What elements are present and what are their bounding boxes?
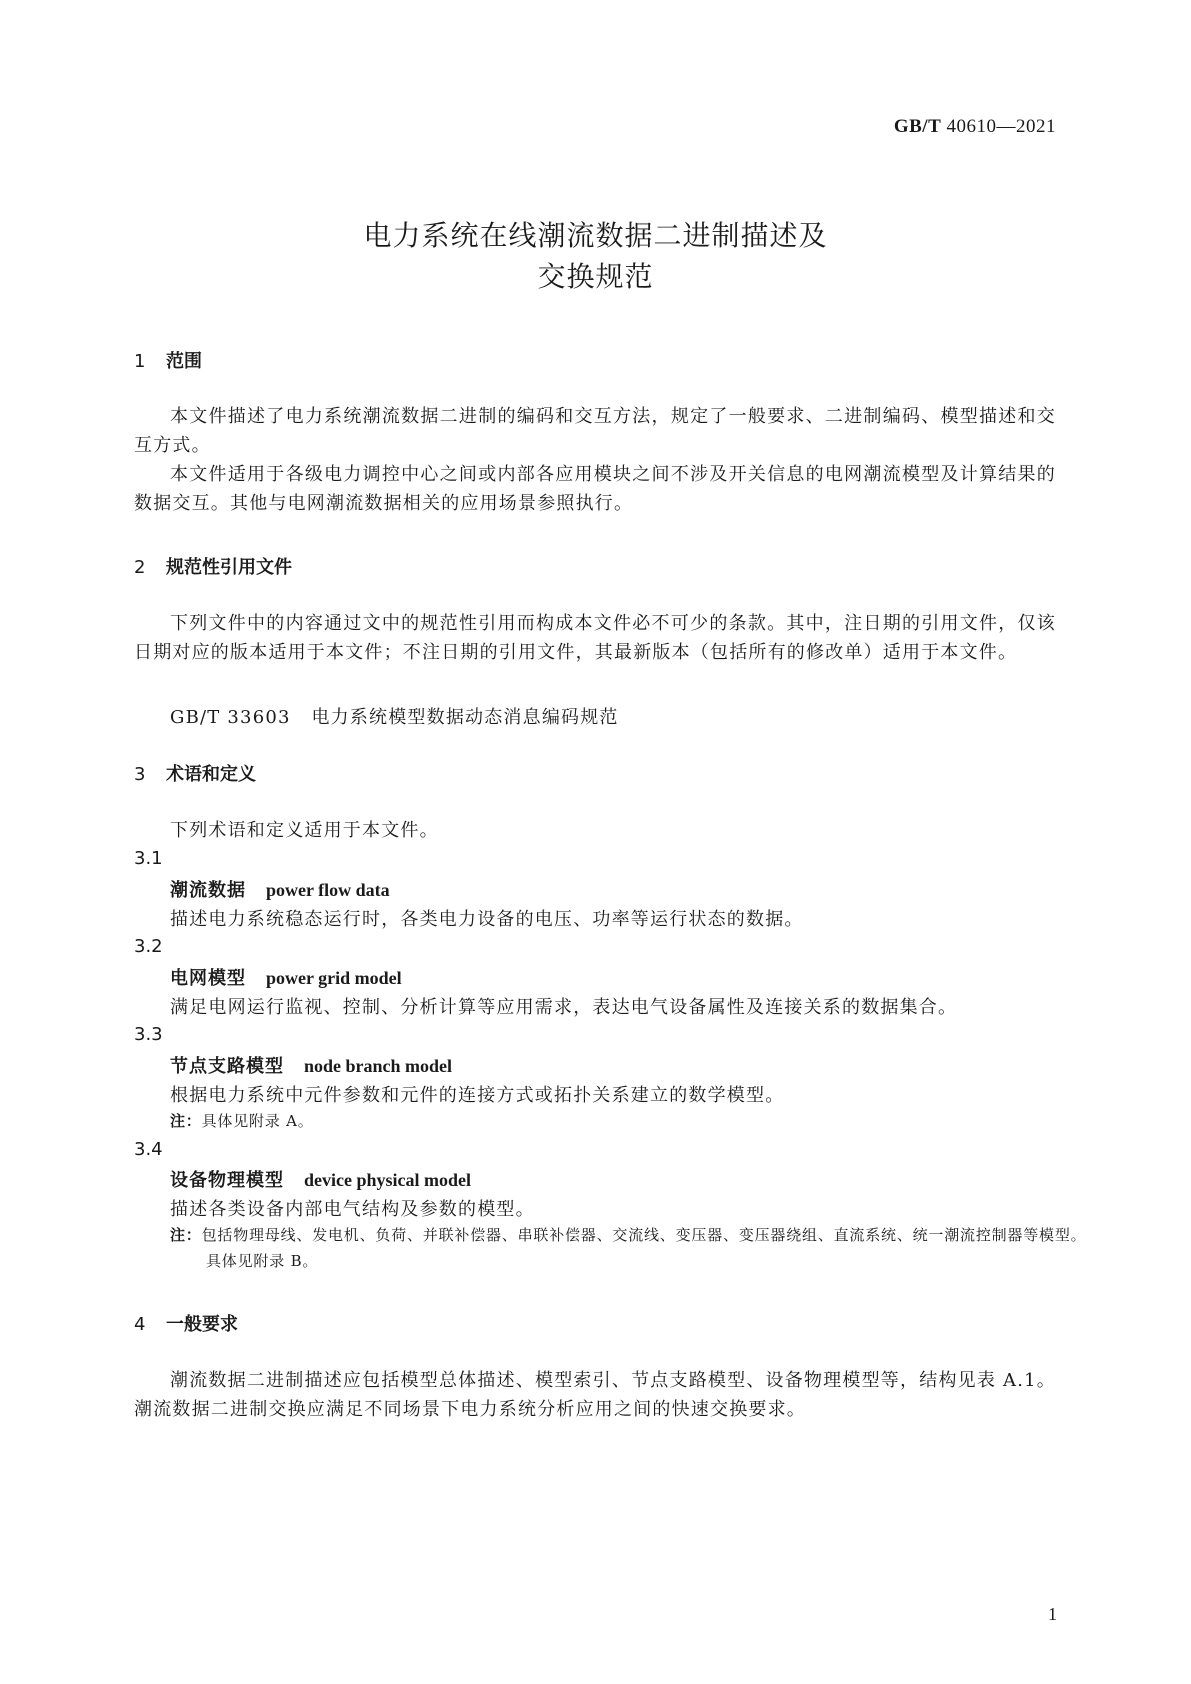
document-title-line1: 电力系统在线潮流数据二进制描述及 <box>363 219 828 252</box>
term-heading <box>170 1166 471 1192</box>
section-title: 范围 <box>166 351 202 372</box>
paragraph: 潮流数据二进制描述应包括模型总体描述、模型索引、节点支路模型、设备物理模型等，结构见表 A.1。潮流数据二进制交换应满足不同场景下电力系统分析应用之间的快速交换要求。 <box>134 1370 1056 1420</box>
paragraph: 下列文件中的内容通过文中的规范性引用而构成本文件必不可少的条款。其中，注日期的引用文件，仅该日期对应的版本适用于本文件；不注日期的引用文件，其最新版本（包括所有的修改单）适用于本文件。 <box>134 613 1056 663</box>
term-number: 3.1 <box>134 848 163 869</box>
term-definition: 满足电网运行监视、控制、分析计算等应用需求，表达电气设备属性及连接关系的数据集合。 <box>170 997 958 1018</box>
section-title: 一般要求 <box>166 1314 238 1335</box>
term-number: 3.2 <box>134 936 163 957</box>
section-number: 1 <box>134 351 146 372</box>
term-zh: 电网模型 <box>170 968 246 989</box>
term-en: power grid model <box>266 968 402 988</box>
section-number: 3 <box>134 764 146 785</box>
term-en: node branch model <box>304 1056 453 1076</box>
section-heading-4 <box>134 1310 238 1336</box>
section-heading-3 <box>134 760 256 786</box>
term-number: 3.4 <box>134 1139 163 1160</box>
paragraph: 下列术语和定义适用于本文件。 <box>170 820 439 841</box>
term-heading <box>170 964 402 990</box>
paragraph: 本文件描述了电力系统潮流数据二进制的编码和交互方法，规定了一般要求、二进制编码、模型描述和交互方式。 <box>134 406 1056 456</box>
standard-code <box>894 116 1056 138</box>
term-en: power flow data <box>266 880 390 900</box>
reference-title: 电力系统模型数据动态消息编码规范 <box>311 707 619 728</box>
term-zh: 潮流数据 <box>170 880 246 901</box>
normative-reference <box>170 703 619 729</box>
section-number: 2 <box>134 557 146 578</box>
term-definition: 描述各类设备内部电气结构及参数的模型。 <box>170 1199 535 1220</box>
term-note <box>170 1222 1092 1274</box>
section-title: 术语和定义 <box>166 764 256 785</box>
section-title: 规范性引用文件 <box>166 557 292 578</box>
term-en: device physical model <box>304 1170 471 1190</box>
note-label: 注： <box>170 1226 202 1244</box>
paragraph: 本文件适用于各级电力调控中心之间或内部各应用模块之间不涉及开关信息的电网潮流模型及计算结果的数据交互。其他与电网潮流数据相关的应用场景参照执行。 <box>134 464 1056 514</box>
document-title-line2: 交换规范 <box>537 260 654 293</box>
note-text: 包括物理母线、发电机、负荷、并联补偿器、串联补偿器、交流线、变压器、变压器绕组、直流系统、统一潮流控制器等模型。具体见附录 B。 <box>201 1226 1087 1270</box>
term-number: 3.3 <box>134 1024 163 1045</box>
term-definition: 描述电力系统稳态运行时，各类电力设备的电压、功率等运行状态的数据。 <box>170 909 804 930</box>
section-heading-1 <box>134 347 202 373</box>
term-heading <box>170 1052 452 1078</box>
note-label: 注： <box>170 1112 202 1130</box>
note-text: 具体见附录 A。 <box>201 1112 314 1130</box>
section-number: 4 <box>134 1314 146 1335</box>
standard-number: 40610—2021 <box>946 116 1056 137</box>
page-number: 1 <box>1048 1604 1057 1624</box>
term-zh: 节点支路模型 <box>170 1056 284 1077</box>
section-heading-2 <box>134 553 292 579</box>
reference-code: GB/T 33603 <box>170 707 291 728</box>
term-heading <box>170 876 390 902</box>
term-zh: 设备物理模型 <box>170 1170 284 1191</box>
standard-prefix: GB/T <box>893 116 942 137</box>
term-note <box>170 1108 314 1134</box>
term-definition: 根据电力系统中元件参数和元件的连接方式或拓扑关系建立的数学模型。 <box>170 1085 785 1106</box>
